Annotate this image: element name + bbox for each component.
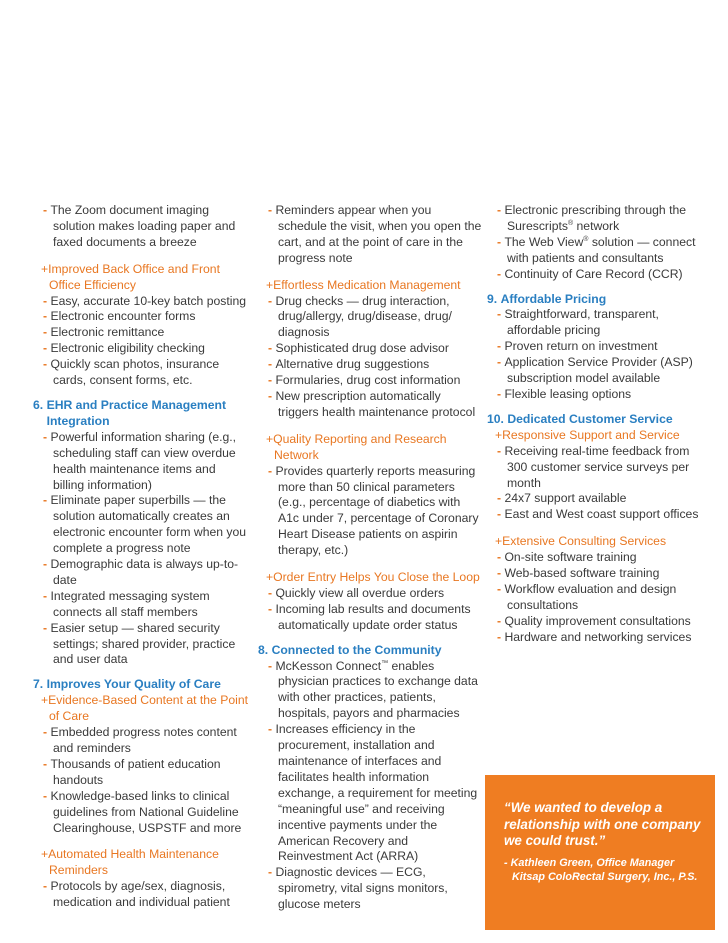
list-item: - New prescription automatically triggers health maintenance protocol [268, 388, 476, 419]
section-10-heading: 10. Dedicated Customer Service [487, 411, 673, 426]
subheading-health-maintenance: +Automated Health Maintenance Reminders [41, 847, 219, 878]
testimonial-quote-box [485, 775, 715, 930]
list-item: - Application Service Provider (ASP) subscription model available [497, 355, 693, 386]
list-item: - Incoming lab results and documents automatically update order status [268, 601, 471, 632]
list-item: - Protocols by age/sex, diagnosis, medication and individual patient [43, 879, 230, 910]
list-item: - Diagnostic devices — ECG, spirometry, vital signs monitors, glucose meters [268, 865, 448, 912]
list-item: - Eliminate paper superbills — the solution automatically creates an electronic encounter form when you complete a progress note [43, 493, 247, 556]
column-1 [33, 203, 248, 911]
subheading-medication: +Effortless Medication Management [266, 277, 461, 292]
list-item: - Receiving real-time feedback from 300 customer service surveys per month [497, 443, 690, 490]
subheading-back-office: +Improved Back Office and Front Office Efficiency [41, 261, 220, 292]
list-item: - Integrated messaging system connects all staff members [43, 588, 210, 619]
list-item: - Sophisticated drug dose advisor [268, 341, 449, 356]
list-item: - Thousands of patient education handouts [43, 756, 221, 787]
list-item: - 24x7 support available [497, 491, 627, 506]
list-item: - Straightforward, transparent, affordable pricing [497, 307, 659, 338]
subheading-quality-reporting: +Quality Reporting and Research Network [266, 431, 447, 462]
list-item: - Knowledge-based links to clinical guidelines from National Guideline Clearinghouse, USPSTF and more [43, 788, 242, 835]
list-item: - Formularies, drug cost information [268, 373, 461, 388]
list-item: - Flexible leasing options [497, 386, 632, 401]
subheading-order-entry: +Order Entry Helps You Close the Loop [266, 570, 480, 585]
list-item: - The Zoom document imaging solution makes loading paper and faxed documents a breeze [43, 203, 236, 249]
list-item: - Alternative drug suggestions [268, 357, 430, 372]
list-item: - Electronic encounter forms [43, 309, 196, 324]
section-7-heading: 7. Improves Your Quality of Care [33, 677, 221, 692]
quote-attribution [504, 856, 701, 884]
quote-text: “We wanted to develop a relationship with one company we could trust.” [504, 800, 701, 849]
list-item: - Electronic prescribing through the Surescripts® network [497, 203, 687, 233]
list-item: - Provides quarterly reports measuring more than 50 clinical parameters (e.g., percentage of diabetics with A1c under 7, percentage of Coronary Heart Disease patients on aspirin therapy, etc.) [268, 463, 479, 558]
list-item: - Quality improvement consultations [497, 613, 691, 628]
list-item: - Demographic data is always up-to-date [43, 557, 239, 587]
subheading-evidence: +Evidence-Based Content at the Point of Care [41, 693, 248, 724]
list-item: - Electronic eligibility checking [43, 341, 205, 356]
subheading-support: +Responsive Support and Service [495, 427, 680, 442]
list-item: - Continuity of Care Record (CCR) [497, 266, 683, 281]
section-8-heading: 8. Connected to the Community [258, 642, 442, 657]
list-item: - Powerful information sharing (e.g., scheduling staff can view overdue health maintenance items and billing information) [43, 429, 237, 492]
list-item: - The Web View® solution — connect with patients and consultants [497, 234, 696, 265]
section-9-heading: 9. Affordable Pricing [487, 291, 607, 306]
list-item: - Electronic remittance [43, 325, 165, 340]
list-item: - Proven return on investment [497, 339, 658, 354]
attribution-organization: Kitsap ColoRectal Surgery, Inc., P.S. [512, 870, 698, 883]
list-item: - Drug checks — drug interaction, drug/allergy, drug/disease, drug/ diagnosis [268, 293, 452, 340]
list-item: - On-site software training [497, 550, 637, 565]
list-item: - East and West coast support offices [497, 507, 699, 522]
list-item: - Web-based software training [497, 566, 660, 581]
list-item: - Workflow evaluation and design consultations [497, 581, 677, 612]
list-item: - McKesson Connect™ enables physician practices to exchange data with other practices, patients, hospitals, payors and pharmacies [268, 658, 478, 721]
attribution-name: - Kathleen Green, Office Manager [504, 856, 675, 869]
subheading-consulting: +Extensive Consulting Services [495, 534, 667, 549]
list-item: - Easier setup — shared security settings; shared provider, practice and user data [43, 620, 236, 667]
section-6-heading: 6. EHR and Practice Management Integration [33, 397, 227, 428]
column-3 [487, 203, 709, 646]
list-item: - Reminders appear when you schedule the visit, when you open the cart, and at the point of care in the progress note [268, 203, 482, 265]
list-item: - Increases efficiency in the procurement, installation and maintenance of interfaces and facilitates health information exchange, a requirement for meeting “meaningful use” and receiving incentive payments under the American Recovery and Reinvestment Act (ARRA) [268, 722, 478, 864]
list-item: - Quickly scan photos, insurance cards, consent forms, etc. [43, 357, 220, 388]
list-item: - Easy, accurate 10-key batch posting [43, 293, 247, 308]
list-item: - Hardware and networking services [497, 629, 692, 644]
list-item: - Quickly view all overdue orders [268, 585, 445, 600]
column-2 [258, 203, 483, 913]
list-item: - Embedded progress notes content and reminders [43, 725, 237, 755]
